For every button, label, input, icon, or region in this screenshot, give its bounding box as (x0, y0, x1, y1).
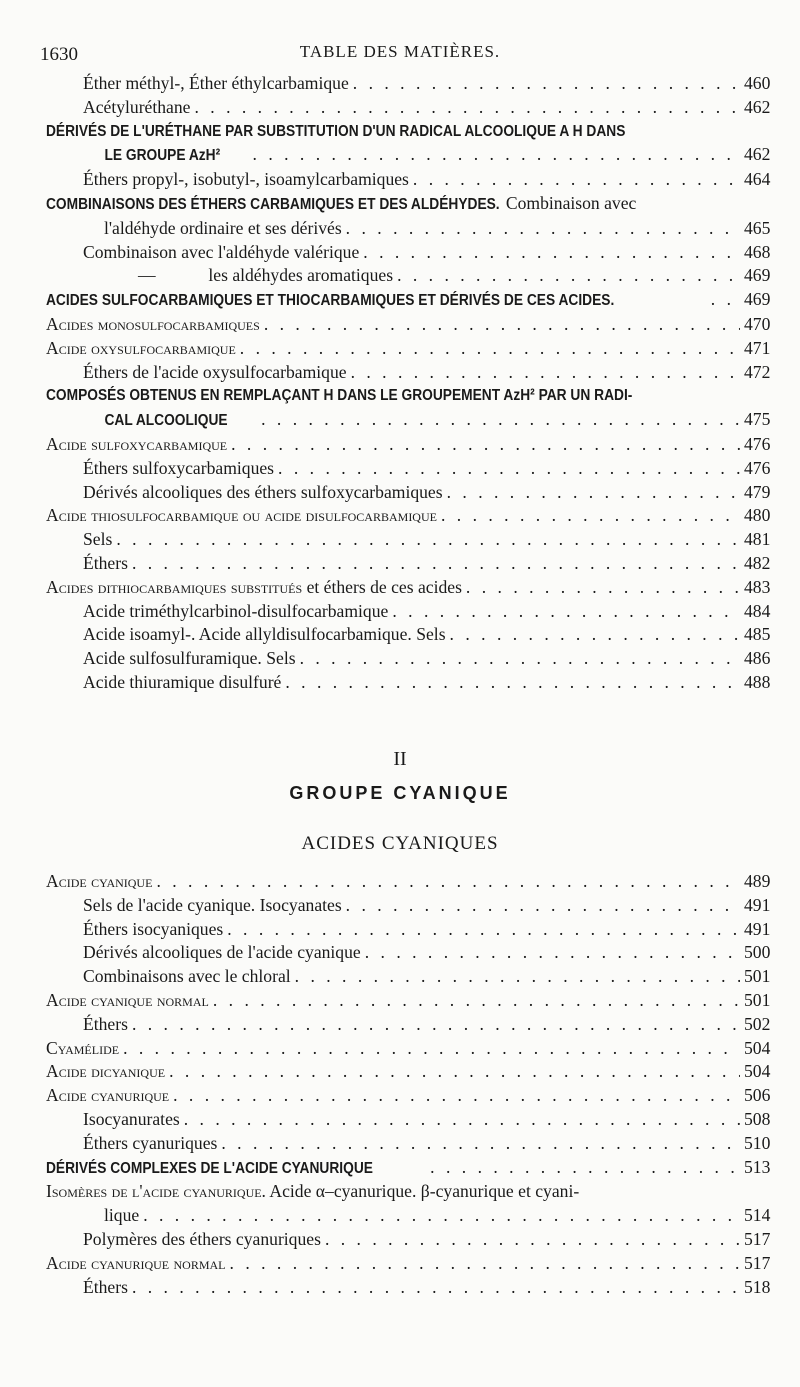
toc-entry-label: Sels de l'acide cyanique. Isocyanates (83, 894, 342, 915)
toc-entry (46, 481, 771, 505)
toc-entry-heading-plain: Acide α–cyanurique. β-cyanurique et cyani- (265, 1181, 580, 1202)
leader-dots (261, 408, 740, 432)
leader-dots (711, 288, 740, 312)
toc-entry (46, 1204, 771, 1228)
toc-entry-label: Combinaisons avec le chloral (83, 966, 291, 987)
toc-entry-label: Acide dicyanique (46, 1061, 166, 1082)
toc-entry (46, 1084, 771, 1108)
toc-page-number: 476 (744, 433, 771, 454)
toc-page-number: 489 (744, 871, 771, 891)
toc-page-number: 464 (744, 169, 771, 190)
page-number: 1630 (40, 44, 78, 65)
toc-page-number: 488 (744, 671, 771, 692)
leader-dots (116, 528, 740, 552)
toc-entry (46, 576, 771, 600)
toc-entry (46, 1252, 771, 1276)
toc-entry-label: Éthers cyanuriques (83, 1132, 218, 1153)
toc-entry-label: Dérivés alcooliques de l'acide cyanique (83, 942, 361, 963)
toc-entry-label: — les aldéhydes aromatiques (138, 265, 394, 286)
toc-page-number: 468 (744, 241, 771, 262)
toc-entry-label: Éthers sulfoxycarbamiques (83, 457, 275, 478)
toc-entry (46, 918, 771, 942)
toc-entry-label: Acétyluréthane (83, 96, 191, 117)
toc-page-number: 500 (744, 942, 771, 963)
toc-entry-label: Éthers (83, 552, 128, 573)
toc-entry (46, 361, 771, 385)
leader-dots (450, 623, 740, 647)
leader-dots (278, 457, 740, 481)
toc-page-number: 469 (744, 265, 771, 286)
toc-entry-label: Acide oxysulfocarbamique (46, 337, 236, 358)
leader-dots (194, 96, 740, 120)
leader-dots (392, 600, 740, 624)
toc-page-number: 470 (744, 313, 771, 334)
toc-entry (46, 623, 771, 647)
toc-page-number: 491 (744, 918, 771, 939)
toc-entry-label-sc: Acides dithiocarbamiques substitués (46, 576, 303, 597)
leader-dots (264, 313, 740, 337)
toc-entry-label: Isocyanurates (83, 1108, 180, 1129)
leader-dots (430, 1156, 740, 1180)
toc-entry-label: Éthers (83, 1013, 128, 1034)
toc-entry (46, 241, 771, 265)
toc-entry-label: Acide thiuramique disulfuré (83, 671, 282, 692)
toc-entry-label: CAL ALCOOLIQUE (104, 412, 228, 430)
leader-dots (346, 894, 740, 918)
leader-dots (466, 576, 740, 600)
toc-entry (46, 552, 771, 576)
leader-dots (123, 1037, 740, 1061)
toc-entry (46, 894, 771, 918)
toc-entry (46, 72, 771, 96)
toc-entry (46, 1156, 771, 1181)
toc-entry-label: Acides monosulfocarbamiques (46, 313, 260, 334)
toc-entry (46, 288, 771, 313)
leader-dots (285, 671, 740, 695)
toc-entry-heading-bold: COMBINAISONS DES ÉTHERS CARBAMIQUES ET DES ALDÉHYDES. (46, 195, 500, 213)
leader-dots (230, 1252, 740, 1276)
toc-part-1 (46, 72, 771, 695)
leader-dots (132, 1013, 740, 1037)
toc-page-number: 462 (744, 96, 771, 117)
leader-dots (156, 870, 740, 894)
toc-entry-label: Combinaison avec l'aldéhyde valérique (83, 241, 360, 262)
toc-entry (46, 457, 771, 481)
toc-page-number: 504 (744, 1037, 771, 1058)
leader-dots (397, 264, 740, 288)
toc-entry-label: Acide sulfosulfuramique. Sels (83, 648, 296, 669)
toc-entry (46, 1060, 771, 1084)
toc-entry-heading-line (46, 192, 768, 217)
toc-entry-label: Acide cyanique normal (46, 989, 209, 1010)
leader-dots (295, 965, 740, 989)
toc-entry-label: l'aldéhyde ordinaire et ses dérivés (104, 217, 342, 238)
toc-page-number: 484 (744, 600, 771, 621)
toc-entry-label: Éthers de l'acide oxysulfocarbamique (83, 361, 347, 382)
toc-entry-label: ACIDES SULFOCARBAMIQUES ET THIOCARBAMIQUES ET DÉRIVÉS DE CES ACIDES. (46, 292, 615, 310)
toc-page-number: 501 (744, 989, 771, 1010)
toc-entry (46, 313, 771, 337)
toc-page-number: 476 (744, 457, 771, 478)
leader-dots (227, 918, 740, 942)
toc-page-number: 513 (744, 1156, 771, 1177)
leader-dots (351, 361, 740, 385)
toc-page-number: 465 (744, 217, 771, 238)
leader-dots (363, 241, 740, 265)
toc-entry (46, 168, 771, 192)
toc-page-number: 486 (744, 648, 771, 669)
toc-page-number: 472 (744, 361, 771, 382)
toc-entry (46, 143, 771, 168)
toc-entry-label: Acide triméthylcarbinol-disulfocarbamique (83, 600, 389, 621)
toc-page-number: 482 (744, 552, 771, 573)
toc-entry (46, 1013, 771, 1037)
toc-page-number: 481 (744, 529, 771, 550)
leader-dots (300, 647, 740, 671)
toc-page-number: 502 (744, 1013, 771, 1034)
toc-page-number: 480 (744, 505, 771, 526)
toc-entry-label: Acide cyanurique normal (46, 1252, 226, 1273)
toc-page-number: 517 (744, 1228, 771, 1249)
toc-entry (46, 408, 771, 433)
toc-page-number: 518 (744, 1276, 771, 1297)
leader-dots (346, 217, 740, 241)
toc-page-number: 501 (744, 966, 771, 987)
toc-entry-label: Acide thiosulfocarbamique ou acide disulfocarbamique (46, 505, 437, 526)
toc-page-number: 517 (744, 1252, 771, 1273)
running-title: TABLE DES MATIÈRES. (299, 42, 501, 61)
toc-page-number: 510 (744, 1132, 771, 1153)
leader-dots (132, 1276, 740, 1300)
toc-page-number: 475 (744, 409, 771, 430)
leader-dots (173, 1084, 740, 1108)
toc-entry (46, 217, 771, 241)
toc-page-number: 460 (744, 73, 771, 93)
section-title: GROUPE CYANIQUE (289, 783, 511, 803)
toc-entry (46, 337, 771, 361)
leader-dots (240, 337, 740, 361)
toc-entry-label: Acide sulfoxycarbamique (46, 433, 228, 454)
toc-entry-heading-line (46, 1180, 768, 1204)
toc-entry (46, 870, 771, 894)
toc-page-number: 469 (744, 289, 771, 310)
toc-entry (46, 504, 771, 528)
toc-entry-label (46, 576, 462, 600)
toc-entry (46, 989, 771, 1013)
leader-dots (447, 481, 740, 505)
toc-page-number: 491 (744, 894, 771, 915)
leader-dots (353, 72, 740, 96)
toc-page-number: 483 (744, 576, 771, 597)
toc-entry (46, 600, 771, 624)
toc-page-number: 471 (744, 337, 771, 358)
toc-entry (46, 528, 771, 552)
toc-entry (46, 264, 771, 288)
section-number: II (393, 748, 407, 770)
toc-entry-label: Éthers propyl-, isobutyl-, isoamylcarbamiques (83, 169, 409, 190)
toc-entry-label: Polymères des éthers cyanuriques (83, 1228, 321, 1249)
toc-entry (46, 1228, 771, 1252)
toc-entry (46, 96, 771, 120)
toc-entry-label: Dérivés alcooliques des éthers sulfoxycarbamiques (83, 481, 443, 502)
toc-page-number: 485 (744, 624, 771, 645)
leader-dots (143, 1204, 740, 1228)
toc-entry-label: DÉRIVÉS COMPLEXES DE L'ACIDE CYANURIQUE (46, 1159, 373, 1177)
leader-dots (184, 1108, 740, 1132)
toc-entry-label: Sels (83, 529, 113, 550)
section-subtitle: ACIDES CYANIQUES (301, 833, 499, 854)
leader-dots (253, 143, 740, 167)
toc-page-number: 504 (744, 1061, 771, 1082)
toc-entry-label: Acide isoamyl-. Acide allyldisulfocarbamique. Sels (83, 624, 446, 645)
toc-entry (46, 1276, 771, 1300)
leader-dots (325, 1228, 740, 1252)
toc-entry (46, 671, 771, 695)
toc-entry (46, 1037, 771, 1061)
toc-entry-label: Éthers isocyaniques (83, 918, 224, 939)
toc-entry-label: LE GROUPE AzH² (104, 147, 221, 165)
leader-dots (213, 989, 740, 1013)
toc-entry (46, 1132, 771, 1156)
toc-entry-label: Acide cyanique (46, 871, 153, 891)
toc-entry (46, 647, 771, 671)
leader-dots (221, 1132, 740, 1156)
toc-entry-heading-plain: Combinaison avec (501, 192, 637, 213)
toc-page-number: 479 (744, 481, 771, 502)
toc-entry-label: Cyamélide (46, 1037, 120, 1058)
toc-entry-label: lique (104, 1205, 140, 1226)
leader-dots (441, 504, 740, 528)
toc-entry-heading-line: COMPOSÉS OBTENUS EN REMPLAÇANT H DANS LE GROUPEMENT AzH² PAR UN RADI- (46, 387, 633, 405)
leader-dots (169, 1060, 740, 1084)
leader-dots (231, 433, 740, 457)
toc-entry-heading-line: DÉRIVÉS DE L'URÉTHANE PAR SUBSTITUTION D'UN RADICAL ALCOOLIQUE A H DANS (46, 122, 626, 140)
leader-dots (365, 941, 740, 965)
toc-entry (46, 1108, 771, 1132)
toc-entry-label-plain: et éthers de ces acides (302, 576, 462, 597)
toc-entry (46, 433, 771, 457)
toc-entry-label: Éther méthyl-, Éther éthylcarbamique (83, 73, 349, 93)
toc-entry-label: Éthers (83, 1276, 128, 1297)
toc-page-number: 462 (744, 144, 771, 165)
leader-dots (413, 168, 740, 192)
toc-page-number: 506 (744, 1085, 771, 1106)
toc-entry-label: Acide cyanurique (46, 1085, 170, 1106)
leader-dots (132, 552, 740, 576)
toc-page-number: 508 (744, 1108, 771, 1129)
toc-part-2 (46, 870, 771, 1299)
toc-entry (46, 941, 771, 965)
toc-entry (46, 965, 771, 989)
toc-entry-heading-sc: Isomères de l'acide cyanurique. (46, 1181, 266, 1202)
toc-page-number: 514 (744, 1205, 771, 1226)
